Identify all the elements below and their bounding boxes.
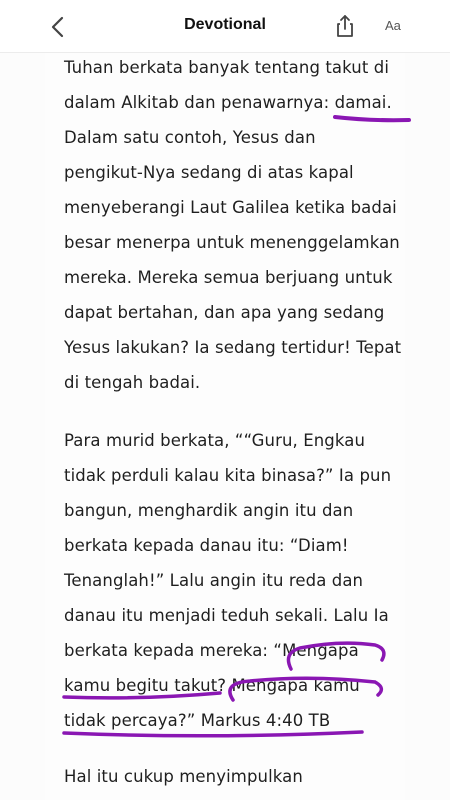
share-icon (334, 13, 356, 39)
text-line: danau itu menjadi teduh sekali. Lalu Ia (64, 606, 389, 625)
text-line: berkata kepada mereka: “Mengapa (64, 641, 359, 660)
share-button[interactable] (334, 13, 356, 39)
text-line: besar menerpa untuk menenggelamkan (64, 233, 400, 252)
text-line: Dalam satu contoh, Yesus dan (64, 128, 316, 147)
text-line: berkata kepada danau itu: “Diam! (64, 536, 349, 555)
text-line: bangun, menghardik angin itu dan (64, 501, 354, 520)
top-bar (0, 0, 450, 53)
text-line: Yesus lakukan? Ia sedang tertidur! Tepat (64, 338, 402, 357)
underline-stroke (335, 117, 409, 120)
text-line: pengikut-Nya sedang di atas kapal (64, 163, 354, 182)
text-line: dapat bertahan, dan apa yang sedang (64, 303, 385, 322)
right-margin (405, 0, 450, 800)
text-line: kamu begitu takut? Mengapa kamu (64, 676, 360, 695)
text-line: mereka. Mereka semua berjuang untuk (64, 268, 393, 287)
underline-stroke (64, 732, 362, 736)
text-line: tidak perduli kalau kita binasa?” Ia pun (64, 466, 392, 485)
text-line: Tenanglah!” Lalu angin itu reda dan (64, 571, 364, 590)
text-line: dalam Alkitab dan penawarnya: damai. (64, 93, 392, 112)
text-line: tidak percaya?” Markus 4:40 TB (64, 711, 331, 730)
text-line: Tuhan berkata banyak tentang takut di (64, 58, 390, 77)
page-title: Devotional (184, 16, 266, 33)
font-size-button[interactable]: Aa (385, 18, 401, 33)
text-line: menyeberangi Laut Galilea ketika badai (64, 198, 397, 217)
text-line: di tengah badai. (64, 373, 201, 392)
left-margin (0, 0, 45, 800)
text-line: Para murid berkata, ““Guru, Engkau (64, 431, 366, 450)
text-line: Hal itu cukup menyimpulkan (64, 767, 303, 786)
